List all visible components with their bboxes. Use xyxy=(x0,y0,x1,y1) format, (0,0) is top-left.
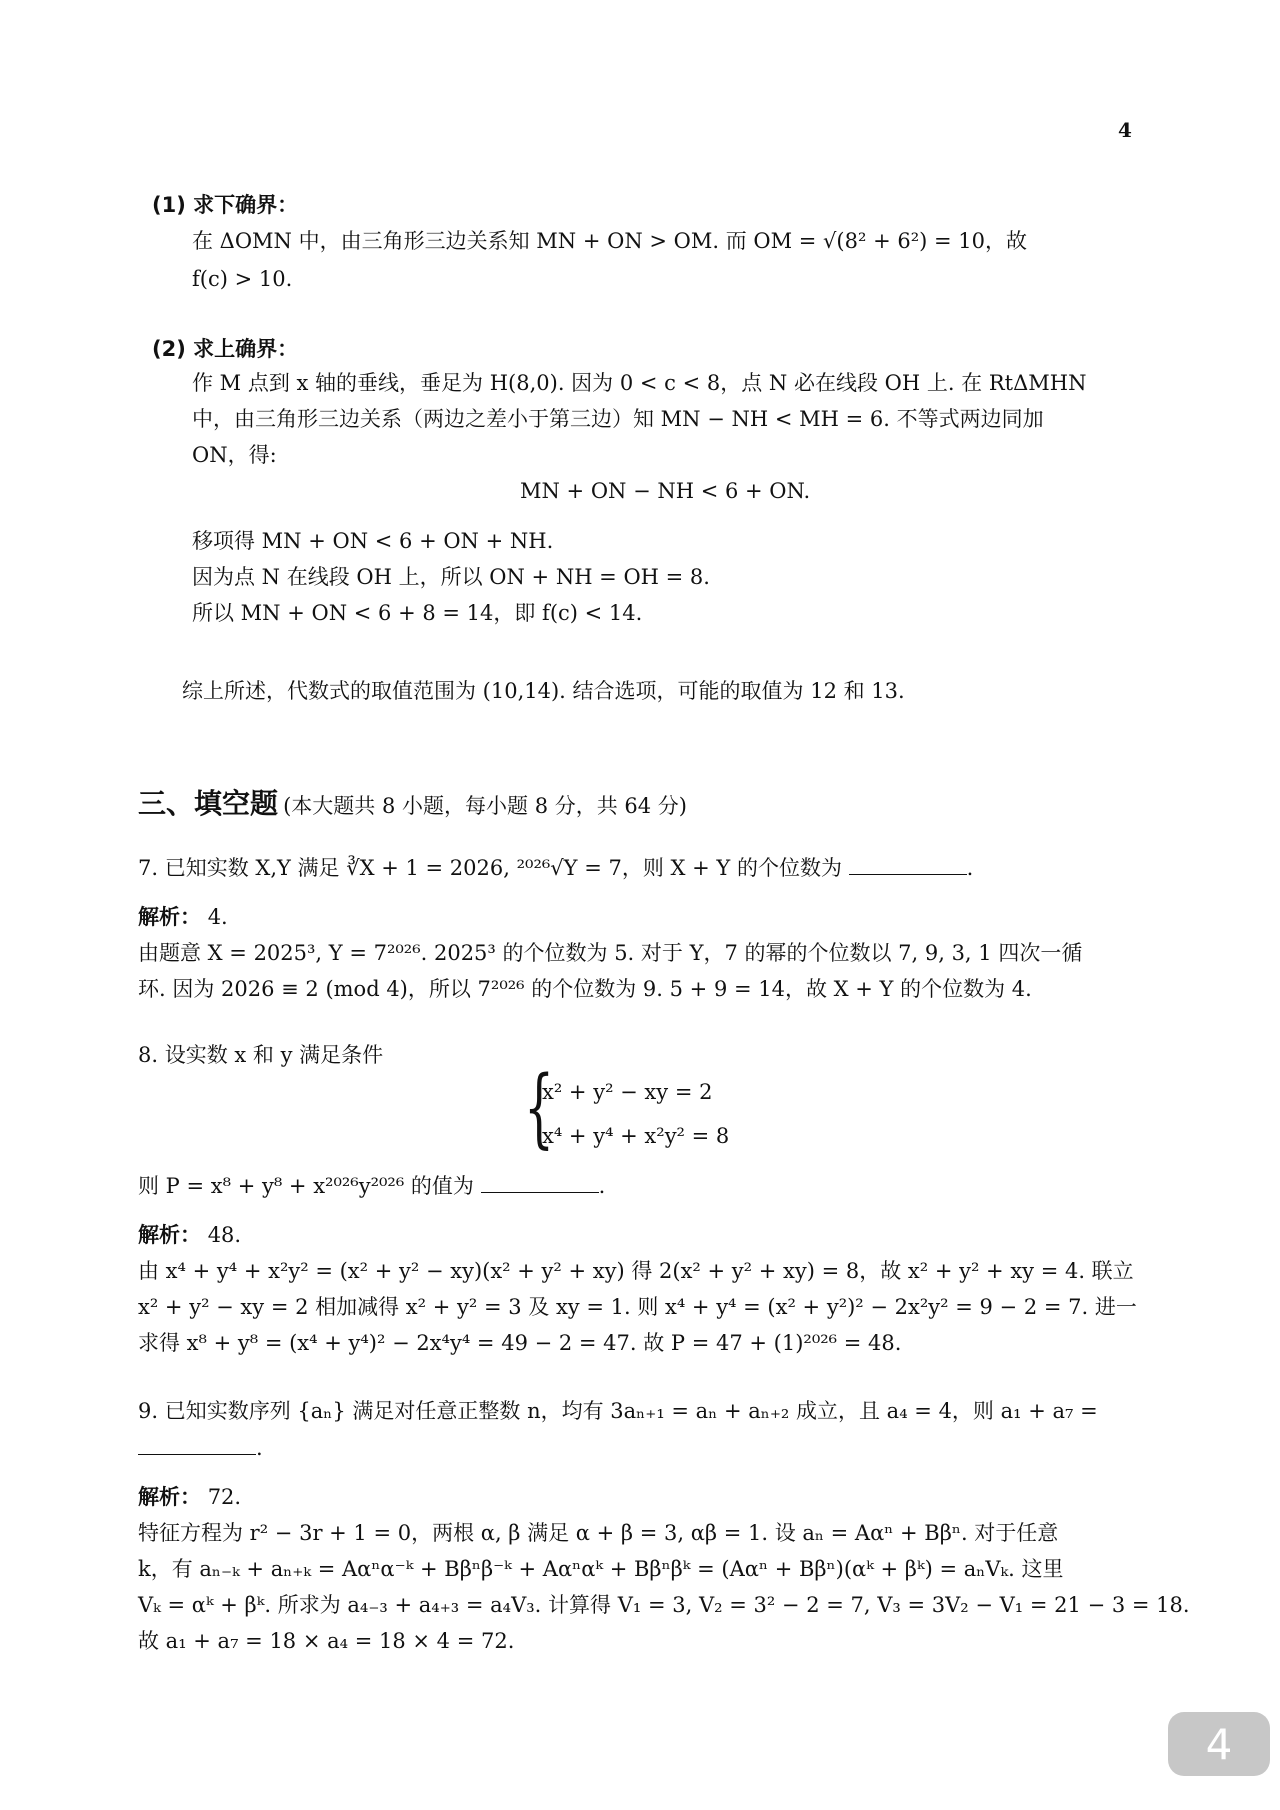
q7-answer-label: 解析： xyxy=(138,905,201,929)
upper-bound-line-2: 中，由三角形三边关系（两边之差小于第三边）知 MN − NH < MH = 6. 不等式两边同加 xyxy=(192,407,1044,431)
q9-answer-value: 72. xyxy=(207,1485,242,1509)
q8-solution-2: x² + y² − xy = 2 相加减得 x² + y² = 3 及 xy = 1. 则 x⁴ + y⁴ = (x² + y²)² − 2x²y² = 9 − 2 = 7. 进一 xyxy=(138,1295,1137,1319)
q8-answer-value: 48. xyxy=(207,1223,242,1247)
upper-bound-line-5: 因为点 N 在线段 OH 上，所以 ON + NH = OH = 8. xyxy=(192,565,710,589)
upper-bound-line-4: 移项得 MN + ON < 6 + ON + NH. xyxy=(192,529,554,553)
q7-answer-value: 4. xyxy=(207,905,228,929)
q8-question: 8. 设实数 x 和 y 满足条件 xyxy=(138,1043,384,1067)
q9-solution-3: Vₖ = αᵏ + βᵏ. 所求为 a₄₋₃ + a₄₊₃ = a₄V₃. 计算得 V₁ = 3, V₂ = 3² − 2 = 7, V₃ = 3V₂ − V₁ = 21 − 3 = 18. xyxy=(138,1593,1190,1617)
q7-solution-2: 环. 因为 2026 ≡ 2 (mod 4)，所以 7²⁰²⁶ 的个位数为 9. 5 + 9 = 14，故 X + Y 的个位数为 4. xyxy=(138,977,1032,1001)
q8-answer-blank xyxy=(481,1170,599,1193)
q9-solution-1: 特征方程为 r² − 3r + 1 = 0，两根 α, β 满足 α + β = 3, αβ = 1. 设 aₙ = Aαⁿ + Bβⁿ. 对于任意 xyxy=(138,1521,1059,1545)
q7-question xyxy=(138,852,973,883)
q8-ask-text: 则 P = x⁸ + y⁸ + x²⁰²⁶y²⁰²⁶ 的值为 xyxy=(138,1174,474,1198)
summary-text: 综上所述，代数式的取值范围为 (10,14). 结合选项，可能的取值为 12 和 13. xyxy=(182,679,905,703)
upper-bound-heading: (2) 求上确界： xyxy=(152,337,299,361)
q7-question-end: . xyxy=(966,856,974,880)
section-title-note: (本大题共 8 小题，每小题 8 分，共 64 分) xyxy=(283,794,687,818)
q9-question-end: . xyxy=(256,1436,263,1460)
upper-bound-line-3: ON，得: xyxy=(192,443,277,467)
q7-solution-1: 由题意 X = 2025³, Y = 7²⁰²⁶. 2025³ 的个位数为 5. 对于 Y，7 的幂的个位数以 7, 9, 3, 1 四次一循 xyxy=(138,941,1083,965)
q8-equation-system xyxy=(524,1058,754,1160)
q9-solution-2: k，有 aₙ₋ₖ + aₙ₊ₖ = Aαⁿα⁻ᵏ + Bβⁿβ⁻ᵏ + Aαⁿαᵏ + Bβⁿβᵏ = (Aαⁿ + Bβⁿ)(αᵏ + βᵏ) = aₙVₖ. 这里 xyxy=(138,1557,1064,1581)
section-title-main: 三、填空题 xyxy=(138,787,279,820)
q7-question-text: 7. 已知实数 X,Y 满足 ∛X + 1 = 2026, ²⁰²⁶√Y = 7，则 X + Y 的个位数为 xyxy=(138,856,842,880)
q9-answer-blank xyxy=(138,1432,256,1455)
left-brace-icon: { xyxy=(524,1058,555,1158)
q8-equation-1: x² + y² − xy = 2 xyxy=(542,1080,713,1104)
page-number: 4 xyxy=(1118,118,1132,142)
q9-answer xyxy=(138,1482,241,1512)
q8-answer xyxy=(138,1220,241,1250)
upper-bound-line-6: 所以 MN + ON < 6 + 8 = 14，即 f(c) < 14. xyxy=(192,601,643,625)
q7-answer xyxy=(138,902,228,932)
q9-question: 9. 已知实数序列 {aₙ} 满足对任意正整数 n，均有 3aₙ₊₁ = aₙ + aₙ₊₂ 成立，且 a₄ = 4，则 a₁ + a₇ = xyxy=(138,1399,1098,1423)
q8-answer-label: 解析： xyxy=(138,1223,201,1247)
q8-equation-2: x⁴ + y⁴ + x²y² = 8 xyxy=(542,1124,730,1148)
q8-ask-end: . xyxy=(598,1174,606,1198)
lower-bound-line-2: f(c) > 10. xyxy=(192,267,293,291)
upper-bound-line-1: 作 M 点到 x 轴的垂线，垂足为 H(8,0). 因为 0 < c < 8，点 N 必在线段 OH 上. 在 RtΔMHN xyxy=(192,371,1087,395)
q9-answer-label: 解析： xyxy=(138,1485,201,1509)
q9-blank-line xyxy=(138,1432,263,1463)
q9-solution-4: 故 a₁ + a₇ = 18 × a₄ = 18 × 4 = 72. xyxy=(138,1629,515,1653)
q8-ask xyxy=(138,1170,605,1201)
q7-answer-blank xyxy=(849,852,967,875)
lower-bound-line-1: 在 ΔOMN 中，由三角形三边关系知 MN + ON > OM. 而 OM = √(8² + 6²) = 10，故 xyxy=(192,229,1027,253)
page-indicator-badge[interactable]: 4 xyxy=(1168,1712,1270,1776)
section-title xyxy=(138,782,687,822)
display-equation: MN + ON − NH < 6 + ON. xyxy=(520,479,811,503)
lower-bound-heading: (1) 求下确界： xyxy=(152,193,299,217)
q8-solution-1: 由 x⁴ + y⁴ + x²y² = (x² + y² − xy)(x² + y² + xy) 得 2(x² + y² + xy) = 8，故 x² + y² + xy = 4. 联立 xyxy=(138,1259,1134,1283)
q8-solution-3: 求得 x⁸ + y⁸ = (x⁴ + y⁴)² − 2x⁴y⁴ = 49 − 2 = 47. 故 P = 47 + (1)²⁰²⁶ = 48. xyxy=(138,1331,902,1355)
